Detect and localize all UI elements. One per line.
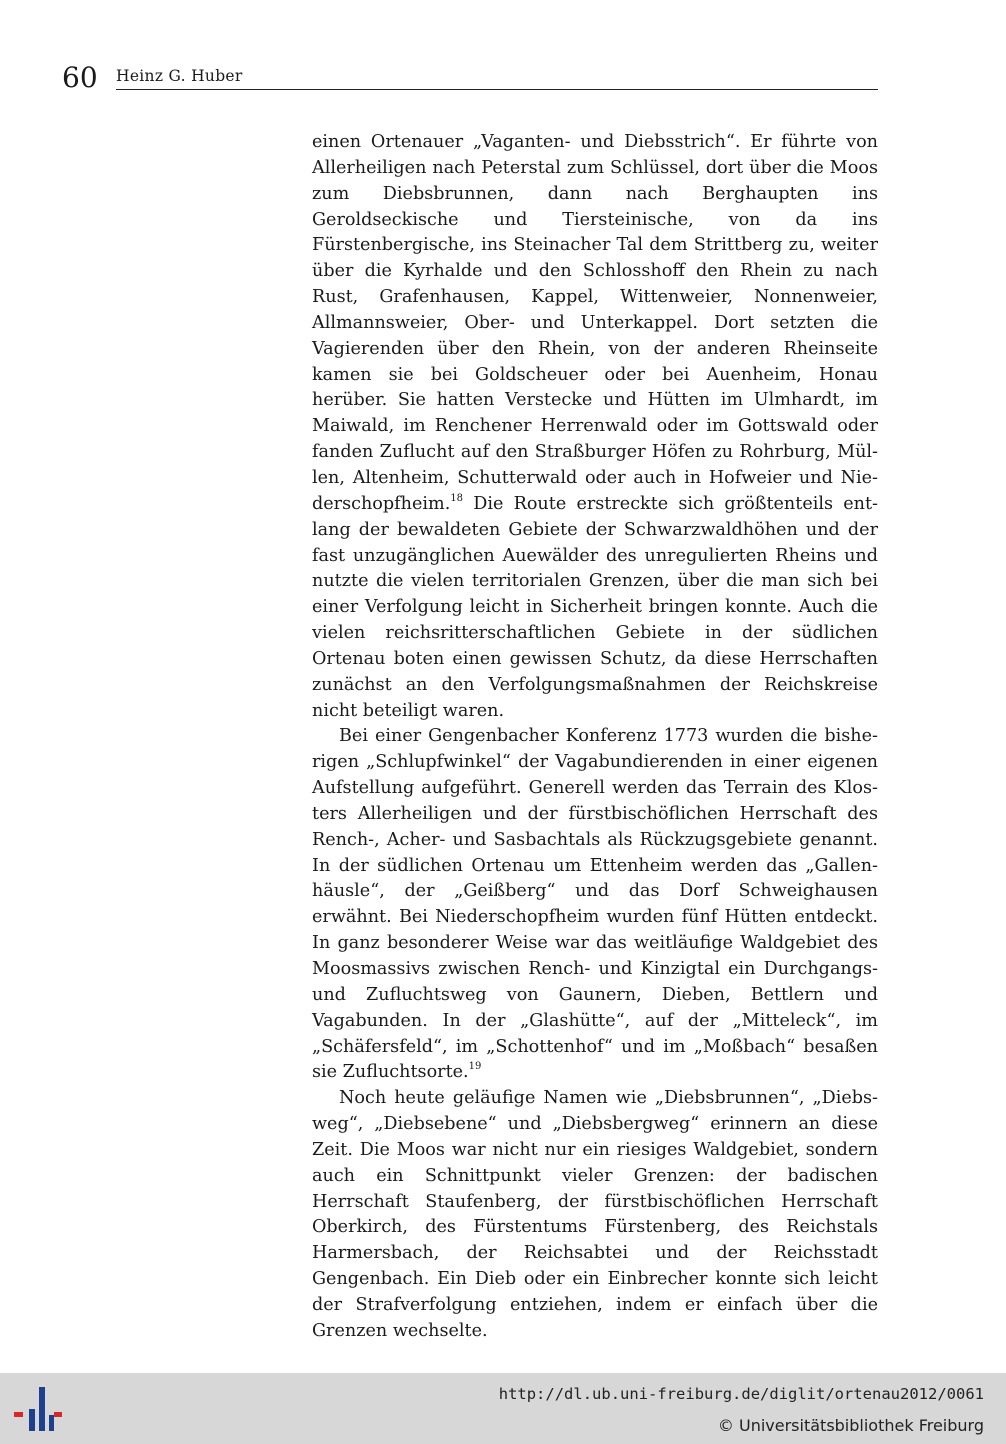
paragraph-1-text-b: Die Route erstreckte sich größtenteils entlang der bewaldeten Gebiete der Schwarzwaldhöhen und der fast unzugänglichen Auewälder des unregulierten Rheins und nutzte die vielen territorialen Grenzen, über die man sich bei einer Verfolgung leicht in Sicherheit bringen konnte. Auch die vielen reichsritterschaftlichen Gebiete in der südlichen Ortenau boten einen gewissen Schutz, da diese Herrschaften zunächst an den Verfolgungsmaßnahmen der Reichskreise nicht beteiligt waren. — [312, 493, 878, 721]
header-rule — [116, 89, 878, 90]
paragraph-2 — [312, 724, 878, 1086]
body-text — [312, 130, 878, 1345]
page-header — [62, 60, 878, 92]
paragraph-1-text-a: einen Ortenauer „Vaganten- und Diebsstrich“. Er führte von Allerheiligen nach Peterstal zum Schlüssel, dort über die Moos zum Diebsbrunnen, dann nach Berghaupten ins Geroldseckische und Tiersteinische, von da ins Fürstenbergische, ins Steinacher Tal dem Strittberg zu, weiter über die Kyrhalde und den Schlosshoff den Rhein zu nach Rust, Grafenhausen, Kappel, Wittenweier, Nonnenweier, Allmannsweier, Ober- und Unterkappel. Dort setzten die Vagierenden über den Rhein, von der anderen Rheinseite kamen sie bei Goldscheuer oder bei Auenheim, Honau herüber. Sie hatten Verstecke und Hütten im Ulmhardt, im Maiwald, im Renchener Herrenwald oder im Gottswald oder fanden Zuflucht auf den Straßburger Höfen zu Rohrburg, Müllen, Altenheim, Schutterwald oder auch in Hofweier und Niederschopfheim. — [312, 132, 878, 514]
footer-bar — [0, 1373, 1006, 1444]
footnote-ref-18[interactable]: 18 — [450, 492, 464, 504]
paragraph-1 — [312, 130, 878, 724]
footer-copyright: © Universitätsbibliothek Freiburg — [717, 1416, 984, 1435]
page-number: 60 — [62, 61, 98, 94]
paragraph-2-text: Bei einer Gengenbacher Konferenz 1773 wurden die bisherigen „Schlupfwinkel“ der Vagabundierenden in einer eigenen Aufstellung aufgeführt. Generell werden das Terrain des Klosters Allerheiligen und der fürstbischöflichen Herrschaft des Rench-, Acher- und Sasbachtals als Rückzugsgebiete genannt. In der südlichen Ortenau um Ettenheim werden das „Gallenhäusle“, der „Geißberg“ und das Dorf Schweighausen erwähnt. Bei Niederschopfheim wurden fünf Hütten entdeckt. In ganz besonderer Weise war das weitläufige Waldgebiet des Moosmassivs zwischen Rench- und Kinzigtal ein Durchgangs- und Zufluchtsweg von Gaunern, Dieben, Bettlern und Vagabunden. In der „Glashütte“, auf der „Mitteleck“, im „Schäfersfeld“, im „Schottenhof“ und im „Moßbach“ besaßen sie Zufluchtsorte. — [312, 726, 878, 1083]
footer-url-link[interactable]: http://dl.ub.uni-freiburg.de/diglit/ortenau2012/0061 — [498, 1385, 984, 1403]
ub-freiburg-logo-icon[interactable] — [12, 1385, 64, 1433]
running-head: Heinz G. Huber — [116, 67, 243, 85]
paragraph-3 — [312, 1086, 878, 1344]
footnote-ref-19[interactable]: 19 — [468, 1061, 482, 1073]
paragraph-3-text: Noch heute geläufige Namen wie „Diebsbrunnen“, „Diebsweg“, „Diebsebene“ und „Diebsbergweg“ erinnern an diese Zeit. Die Moos war nicht nur ein riesiges Waldgebiet, sondern auch ein Schnittpunkt vieler Grenzen: der badischen Herrschaft Staufenberg, der fürstbischöflichen Herrschaft Oberkirch, des Fürstentums Fürstenberg, des Reichstals Harmersbach, der Reichsabtei und der Reichsstadt Gengenbach. Ein Dieb oder ein Einbrecher konnte sich leicht der Strafverfolgung entziehen, indem er einfach über die Grenzen wechselte. — [312, 1088, 878, 1341]
